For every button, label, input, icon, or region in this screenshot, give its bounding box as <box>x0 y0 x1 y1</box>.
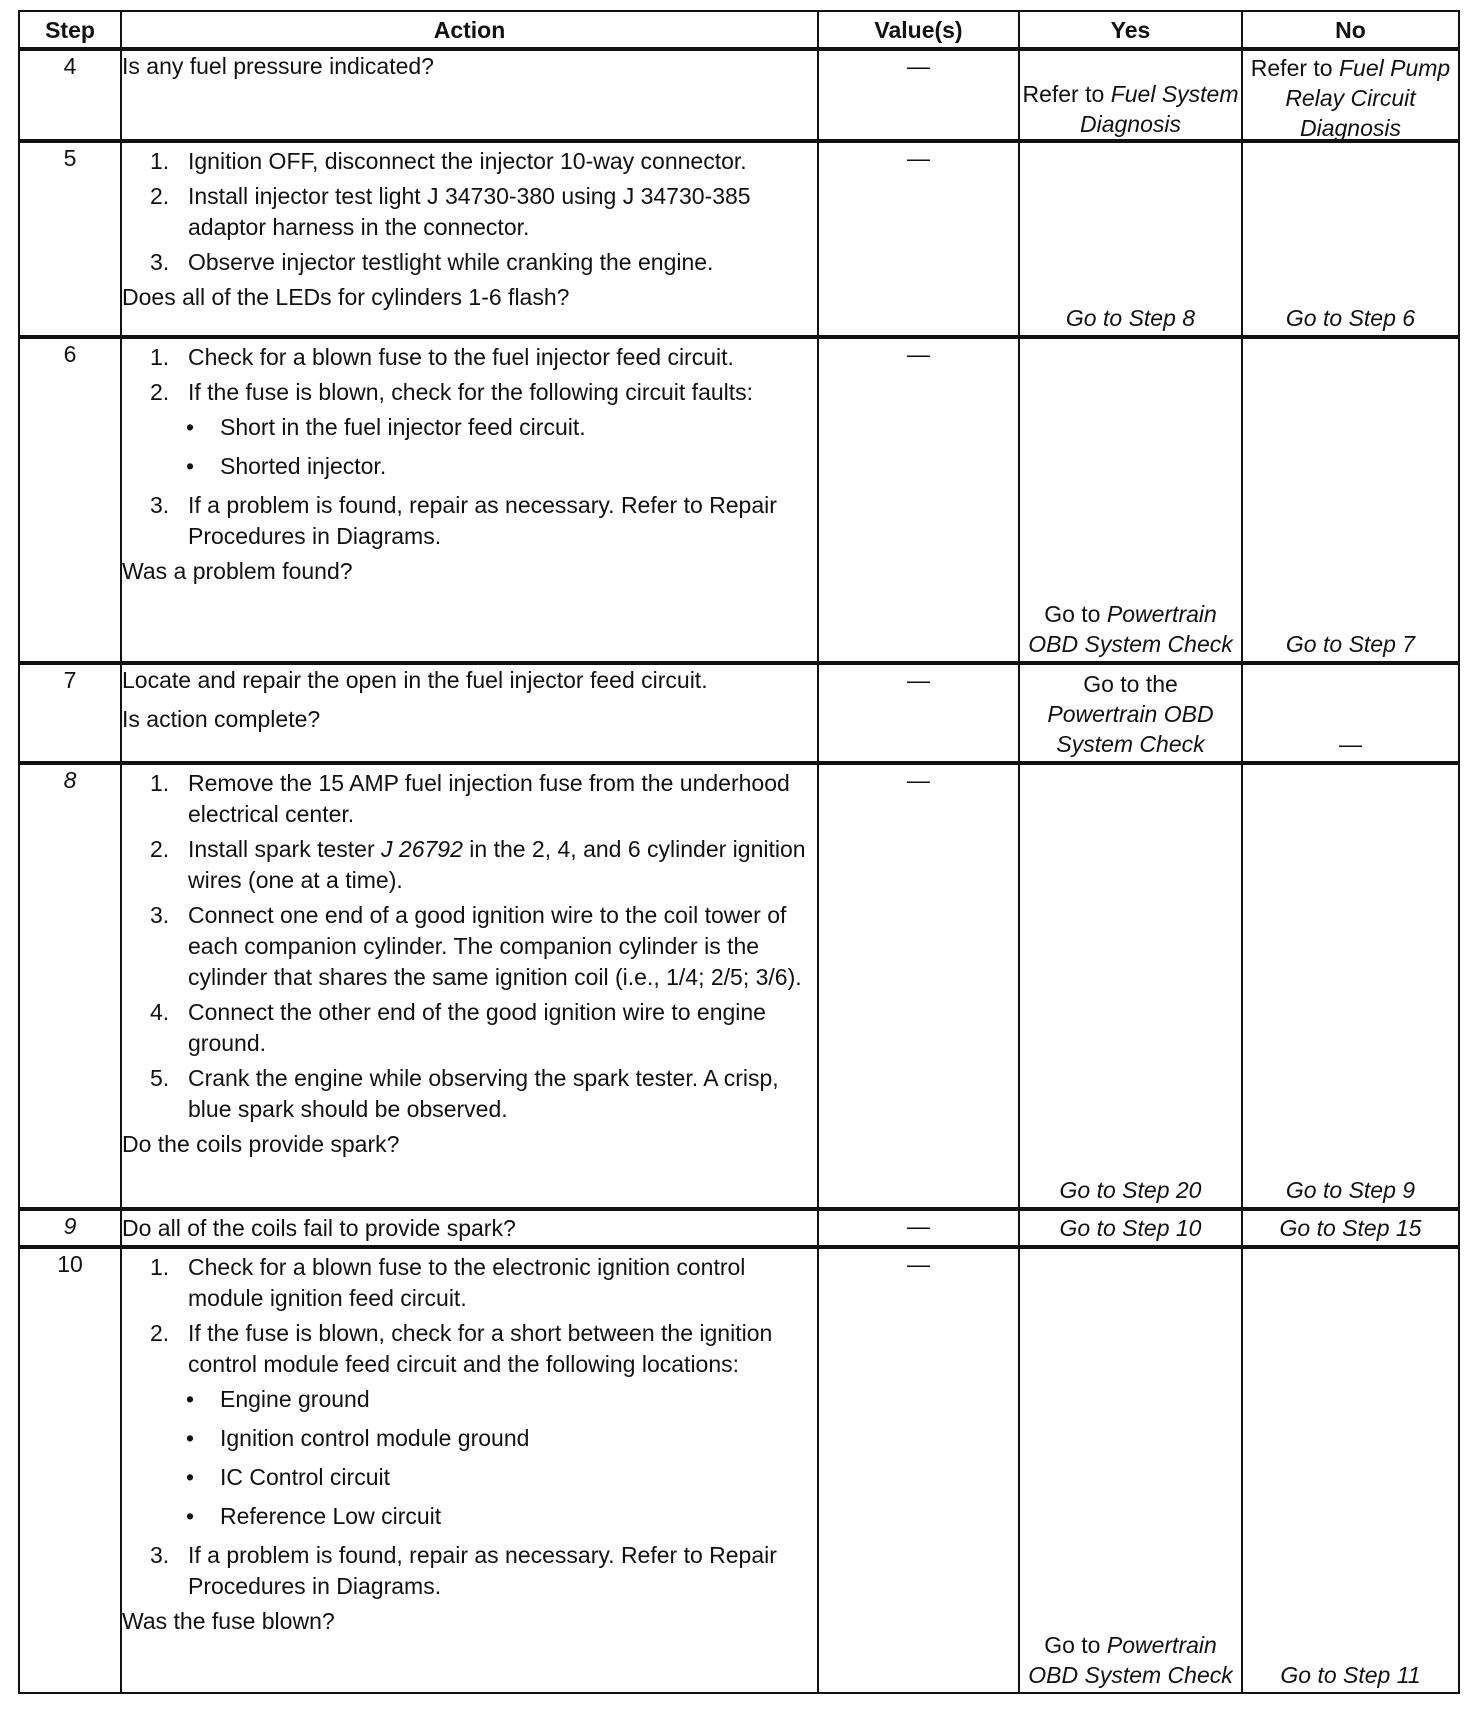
value-dash: — <box>907 667 930 693</box>
table-row <box>19 763 1459 1209</box>
value-cell <box>818 337 1019 663</box>
header-step: Step <box>19 11 121 49</box>
value-cell <box>818 1209 1019 1247</box>
action-cell <box>121 663 818 763</box>
header-row <box>19 11 1459 49</box>
yes-reference: Go to Step 10 <box>1059 1215 1202 1241</box>
no-reference: Go to Step 11 <box>1280 1662 1421 1688</box>
procedure-item: 1. Remove the 15 AMP fuel injection fuse from the underhood electrical center. <box>150 770 790 827</box>
action-cell <box>121 49 818 141</box>
value-cell <box>818 1247 1019 1693</box>
diagnostic-table <box>18 10 1460 1694</box>
table-row <box>19 1247 1459 1693</box>
yes-prefix: Refer to <box>1022 81 1111 107</box>
action-cell <box>121 1247 818 1693</box>
yes-reference: Powertrain OBD System Check <box>1028 601 1233 657</box>
no-cell <box>1242 49 1459 141</box>
step-number: 9 <box>19 1209 121 1247</box>
yes-cell <box>1019 337 1242 663</box>
value-dash: — <box>907 53 930 79</box>
value-cell <box>818 141 1019 337</box>
procedure-list <box>122 768 817 1125</box>
no-cell <box>1242 141 1459 337</box>
procedure-item: 2. Install spark tester J 26792 in the 2, 4, and 6 cylinder ignition wires (one at a time). <box>150 836 806 893</box>
step-number: 10 <box>19 1247 121 1693</box>
yes-cell <box>1019 1209 1242 1247</box>
no-reference: Go to Step 15 <box>1279 1215 1422 1241</box>
no-reference: Go to Step 7 <box>1285 631 1416 657</box>
procedure-item: 1. Check for a blown fuse to the fuel injector feed circuit. <box>150 344 734 370</box>
procedure-list <box>122 342 817 552</box>
no-reference: Go to Step 6 <box>1285 305 1416 331</box>
no-value: — <box>1339 731 1362 757</box>
yes-reference: Powertrain OBD System Check <box>1047 701 1214 757</box>
no-prefix: Refer to <box>1250 55 1339 81</box>
value-cell <box>818 663 1019 763</box>
value-dash: — <box>907 1213 930 1239</box>
no-cell <box>1242 1247 1459 1693</box>
action-cell <box>121 1209 818 1247</box>
procedure-item: 4. Connect the other end of the good ignition wire to engine ground. <box>150 999 766 1056</box>
header-no: No <box>1242 11 1459 49</box>
step-number: 7 <box>19 663 121 763</box>
question-text: Do the coils provide spark? <box>122 1131 400 1157</box>
procedure-item: 3. If a problem is found, repair as necessary. Refer to Repair Procedures in Diagrams. <box>150 492 777 549</box>
no-cell <box>1242 663 1459 763</box>
value-dash: — <box>907 1251 930 1277</box>
fault-item: • Shorted injector. <box>186 453 387 479</box>
yes-prefix: Go to <box>1044 601 1107 627</box>
yes-cell <box>1019 49 1242 141</box>
table-row <box>19 337 1459 663</box>
no-reference: Fuel Pump Relay Circuit Diagnosis <box>1285 55 1451 141</box>
instruction-text: Locate and repair the open in the fuel injector feed circuit. <box>122 667 708 693</box>
procedure-item: 2. Install injector test light J 34730-380 using J 34730-385 adaptor harness in the connector. <box>150 183 751 240</box>
no-cell <box>1242 337 1459 663</box>
table-row <box>19 663 1459 763</box>
procedure-item: 1. Ignition OFF, disconnect the injector 10-way connector. <box>150 148 747 174</box>
value-dash: — <box>907 341 930 367</box>
action-cell <box>121 763 818 1209</box>
procedure-item: 2. If the fuse is blown, check for the following circuit faults: • Short in the fuel injector feed circuit. • Shorted injector. <box>122 377 817 482</box>
value-dash: — <box>907 767 930 793</box>
header-action: Action <box>121 11 818 49</box>
procedure-item: 3. Connect one end of a good ignition wire to the coil tower of each companion cylinder. The companion cylinder is the cylinder that shares the same ignition coil (i.e., 1/4; 2/5; 3/6). <box>150 902 802 990</box>
location-item: • Reference Low circuit <box>186 1503 442 1529</box>
procedure-item: 2. If the fuse is blown, check for a short between the ignition control module feed circuit and the following locations: • Engine ground • Ignition control module ground • IC Control circuit • Reference Low circuit <box>122 1318 817 1532</box>
procedure-list <box>122 146 817 278</box>
question-text: Was a problem found? <box>122 558 353 584</box>
location-list <box>188 1384 817 1532</box>
question-text: Do all of the coils fail to provide spark? <box>122 1215 516 1241</box>
question-text: Does all of the LEDs for cylinders 1-6 flash? <box>122 284 570 310</box>
yes-cell <box>1019 1247 1242 1693</box>
header-values: Value(s) <box>818 11 1019 49</box>
table-row <box>19 141 1459 337</box>
action-cell <box>121 337 818 663</box>
procedure-list <box>122 1252 817 1602</box>
location-item: • IC Control circuit <box>186 1464 390 1490</box>
yes-cell <box>1019 763 1242 1209</box>
step-number: 4 <box>19 49 121 141</box>
procedure-item: 3. If a problem is found, repair as necessary. Refer to Repair Procedures in Diagrams. <box>150 1542 777 1599</box>
procedure-item: 1. Check for a blown fuse to the electronic ignition control module ignition feed circuit. <box>150 1254 746 1311</box>
question-text: Was the fuse blown? <box>122 1608 335 1634</box>
yes-prefix: Go to <box>1044 1632 1107 1658</box>
yes-reference: Go to Step 20 <box>1059 1177 1202 1203</box>
yes-prefix: Go to the <box>1083 671 1178 697</box>
yes-reference: Fuel System Diagnosis <box>1080 81 1239 137</box>
no-cell <box>1242 1209 1459 1247</box>
no-reference: Go to Step 9 <box>1285 1177 1416 1203</box>
tool-reference: J 26792 <box>381 836 463 862</box>
location-item: • Engine ground <box>186 1386 370 1412</box>
fault-list <box>188 412 817 482</box>
yes-cell <box>1019 141 1242 337</box>
location-item: • Ignition control module ground <box>186 1425 530 1451</box>
question-text: Is action complete? <box>122 706 321 732</box>
step-number: 6 <box>19 337 121 663</box>
value-cell <box>818 763 1019 1209</box>
table-row <box>19 49 1459 141</box>
header-yes: Yes <box>1019 11 1242 49</box>
value-dash: — <box>907 145 930 171</box>
step-number: 8 <box>19 763 121 1209</box>
value-cell <box>818 49 1019 141</box>
yes-reference: Go to Step 8 <box>1065 305 1196 331</box>
step-number: 5 <box>19 141 121 337</box>
action-cell <box>121 141 818 337</box>
question-text: Is any fuel pressure indicated? <box>122 53 434 79</box>
procedure-item: 5. Crank the engine while observing the spark tester. A crisp, blue spark should be observed. <box>150 1065 779 1122</box>
procedure-item: 3. Observe injector testlight while cranking the engine. <box>150 249 714 275</box>
yes-reference: Powertrain OBD System Check <box>1028 1632 1233 1688</box>
fault-item: • Short in the fuel injector feed circuit. <box>186 414 586 440</box>
no-cell <box>1242 763 1459 1209</box>
table-row <box>19 1209 1459 1247</box>
yes-cell <box>1019 663 1242 763</box>
